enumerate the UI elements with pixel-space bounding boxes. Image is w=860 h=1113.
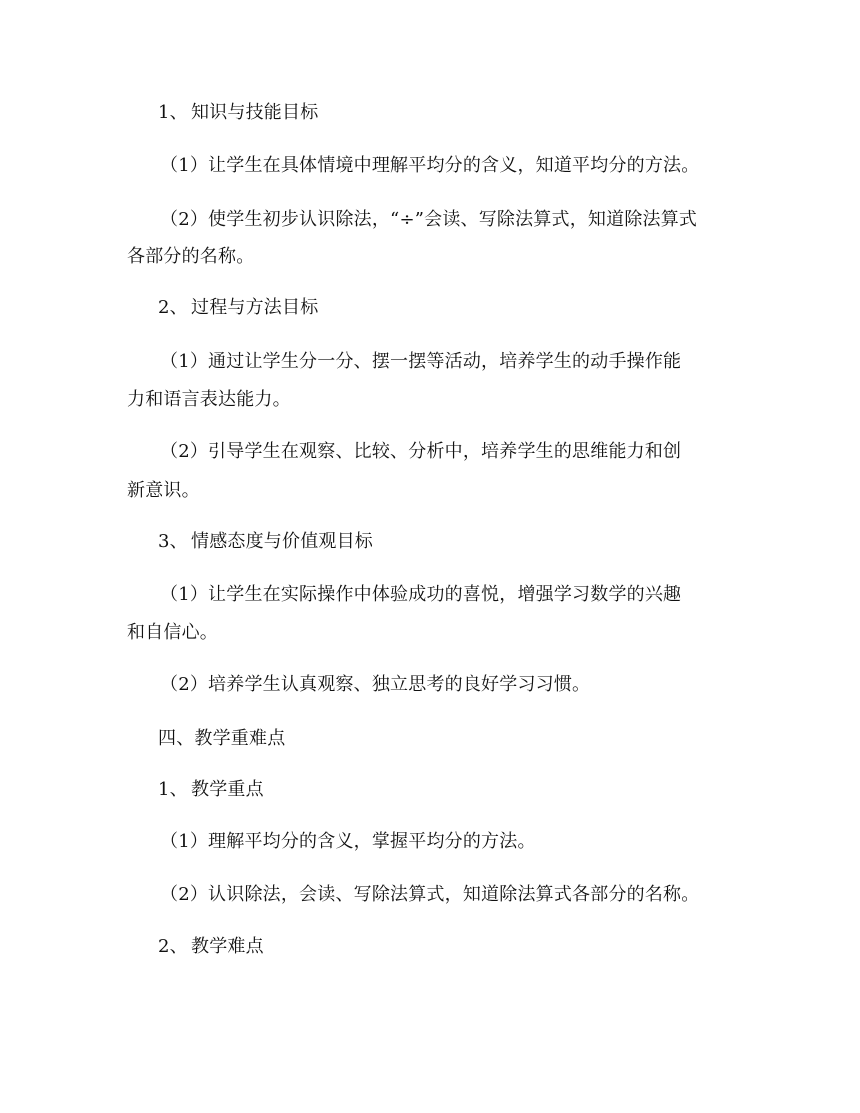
- heading-text: 教学难点: [191, 936, 264, 957]
- heading-text: 教学重点: [191, 779, 264, 800]
- paragraph-line: （1）让学生在实际操作中体验成功的喜悦，增强学习数学的兴趣: [160, 584, 682, 605]
- paragraph-line: （1）通过让学生分一分、摆一摆等活动，培养学生的动手操作能: [160, 351, 682, 372]
- heading-knowledge-skills: [158, 104, 318, 122]
- heading-process-methods: [158, 299, 318, 317]
- heading-number: 1、: [158, 102, 188, 123]
- paragraph-continuation: 新意识。: [127, 480, 200, 501]
- heading-number: 1、: [158, 779, 188, 800]
- paragraph-continuation: 和自信心。: [127, 622, 218, 643]
- paragraph-continuation: 力和语言表达能力。: [127, 389, 291, 410]
- paragraph-line: （1）让学生在具体情境中理解平均分的含义，知道平均分的方法。: [160, 155, 700, 176]
- heading-text: 情感态度与价值观目标: [191, 531, 373, 552]
- heading-number: 2、: [158, 936, 188, 957]
- heading-text: 知识与技能目标: [191, 102, 319, 123]
- paragraph-line: （2）引导学生在观察、比较、分析中，培养学生的思维能力和创: [160, 441, 682, 462]
- heading-teaching-difficulty: [158, 938, 264, 956]
- heading-number: 3、: [158, 531, 188, 552]
- heading-teaching-focus: [158, 781, 264, 799]
- heading-number: 2、: [158, 297, 188, 318]
- paragraph-continuation: 各部分的名称。: [127, 246, 255, 267]
- paragraph-line: （2）认识除法，会读、写除法算式，知道除法算式各部分的名称。: [160, 884, 700, 905]
- paragraph-line: （1）理解平均分的含义，掌握平均分的方法。: [160, 831, 536, 852]
- heading-text: 过程与方法目标: [191, 297, 319, 318]
- paragraph-line: （2）使学生初步认识除法，“÷”会读、写除法算式，知道除法算式: [160, 209, 698, 230]
- section-heading: 四、教学重难点: [158, 728, 286, 749]
- paragraph-line: （2）培养学生认真观察、独立思考的良好学习习惯。: [160, 674, 591, 695]
- heading-attitude-values: [158, 533, 373, 551]
